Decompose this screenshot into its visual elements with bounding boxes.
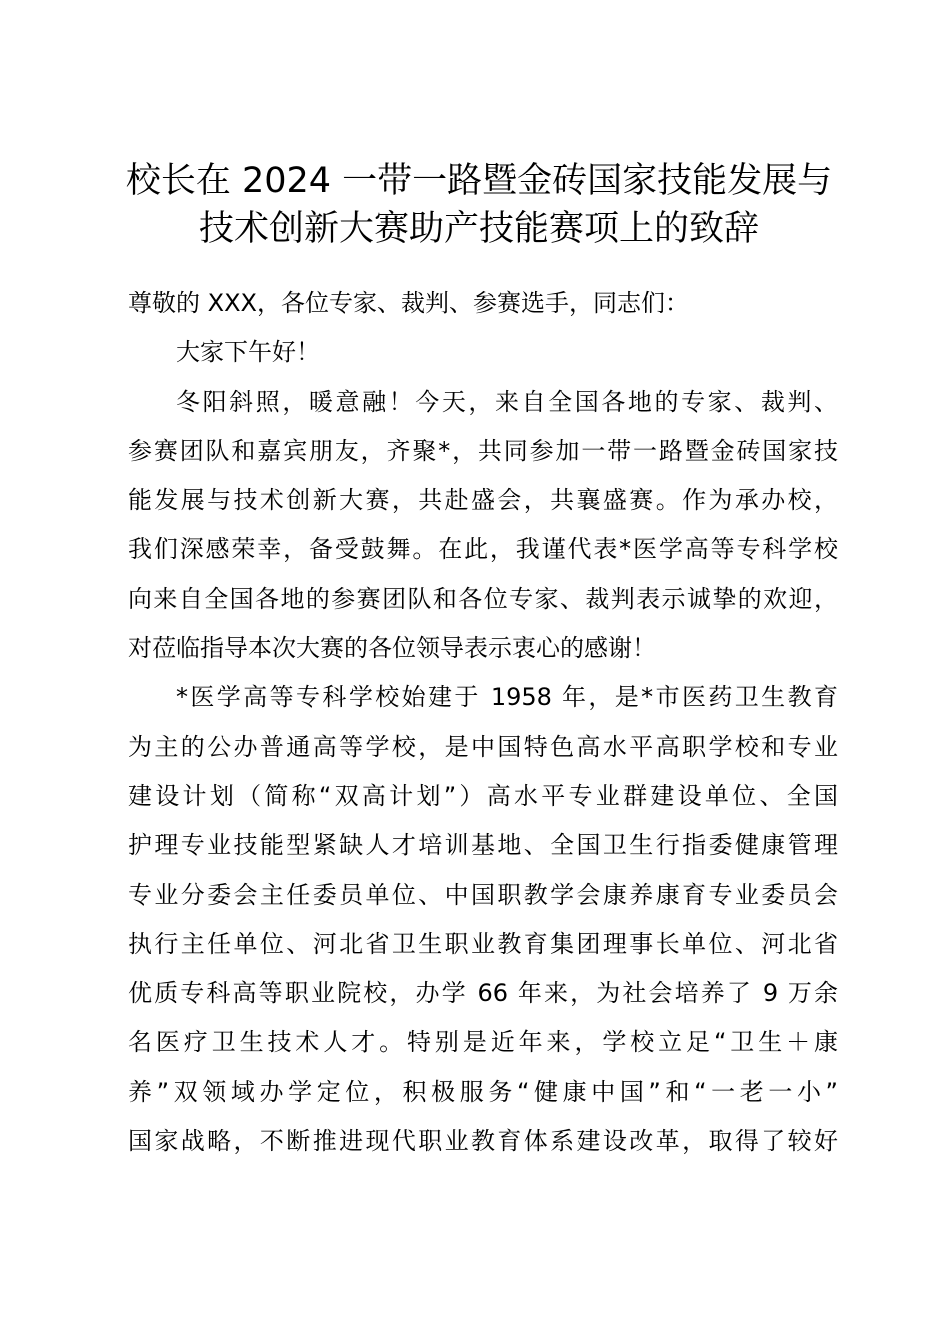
- document-title: [120, 157, 838, 253]
- paragraph-2-line: 执行主任单位、河北省卫生职业教育集团理事长单位、河北省: [128, 929, 838, 958]
- paragraph-1-line: 对莅临指导本次大赛的各位领导表示衷心的感谢！: [128, 634, 656, 663]
- paragraph-1-line: 向来自全国各地的参赛团队和各位专家、裁判表示诚挚的欢迎，: [128, 584, 838, 613]
- paragraph-2-line: 护理专业技能型紧缺人才培训基地、全国卫生行指委健康管理: [128, 831, 838, 860]
- paragraph-2-line: 建设计划（简称“双高计划”）高水平专业群建设单位、全国: [128, 781, 838, 810]
- paragraph-2-line: 国家战略，不断推进现代职业教育体系建设改革，取得了较好: [128, 1127, 838, 1156]
- title-line-1: 校长在 2024 一带一路暨金砖国家技能发展与: [125, 161, 833, 201]
- paragraph-2-line: 为主的公办普通高等学校，是中国特色高水平高职学校和专业: [128, 732, 838, 761]
- paragraph-2-line: *医学高等专科学校始建于 1958 年，是*市医药卫生教育: [176, 683, 838, 712]
- paragraph-2-line: 优质专科高等职业院校，办学 66 年来，为社会培养了 9 万余: [128, 979, 838, 1008]
- salutation-line: 尊敬的 XXX，各位专家、裁判、参赛选手，同志们：: [128, 289, 689, 317]
- paragraph-1-line: 冬阳斜照，暖意融！今天，来自全国各地的专家、裁判、: [176, 387, 838, 416]
- document-body: [128, 279, 838, 1166]
- paragraph-2-line: 养”双领域办学定位，积极服务“健康中国”和“一老一小”: [128, 1077, 838, 1106]
- greeting-line: 大家下午好！: [176, 338, 320, 367]
- paragraph-2-line: 专业分委会主任委员单位、中国职教学会康养康育专业委员会: [128, 880, 838, 909]
- title-line-2: 技术创新大赛助产技能赛项上的致辞: [198, 209, 759, 249]
- paragraph-1-line: 我们深感荣幸，备受鼓舞。在此，我谨代表*医学高等专科学校: [128, 535, 838, 564]
- paragraph-2-line: 名医疗卫生技术人才。特别是近年来，学校立足“卫生＋康: [128, 1028, 838, 1057]
- paragraph-1-line: 参赛团队和嘉宾朋友，齐聚*，共同参加一带一路暨金砖国家技: [128, 436, 838, 465]
- paragraph-1-line: 能发展与技术创新大赛，共赴盛会，共襄盛赛。作为承办校，: [128, 486, 838, 515]
